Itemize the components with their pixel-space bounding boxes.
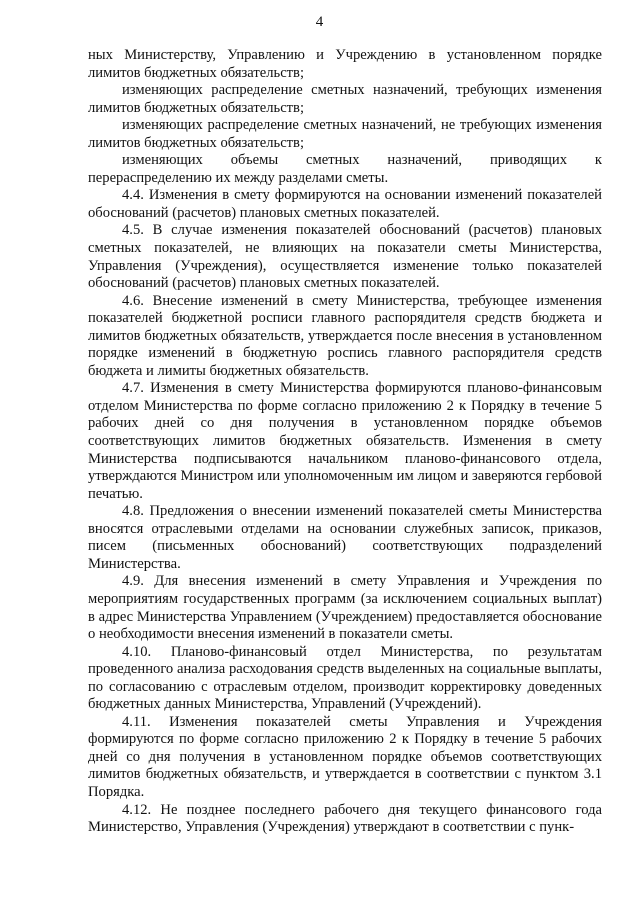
paragraph-4-5: 4.5. В случае изменения показателей обоснований (расчетов) плановых сметных показателей, не влияющих на показатели сметы Министерства, Управления (Учреждения), осуществляется изменение только показателей обоснований (расчетов) плановых сметных показателей. xyxy=(88,222,602,292)
paragraph-4-7: 4.7. Изменения в смету Министерства формируются планово-финансовым отделом Министерства по форме согласно приложению 2 к Порядку в течение 5 рабочих дней со дня получения в установленном порядке объемов соответствующих лимитов бюджетных обязательств. Изменения в смету Министерства подписываются начальником планово-финансового отдела, утверждаются Министром или уполномоченным им лицом и заверяются гербовой печатью. xyxy=(88,380,602,502)
list-item-volume-redistribution: изменяющих объемы сметных назначений, приводящих к перераспределению их между разделами сметы. xyxy=(88,152,602,186)
paragraph-4-4: 4.4. Изменения в смету формируются на основании изменений показателей обоснований (расчетов) плановых сметных показателей. xyxy=(88,187,602,221)
list-item-change-with-limits: изменяющих распределение сметных назначений, требующих изменения лимитов бюджетных обязательств; xyxy=(88,82,602,116)
page-number: 4 xyxy=(315,14,324,30)
paragraph-4-9: 4.9. Для внесения изменений в смету Управления и Учреждения по мероприятиям государственных программ (за исключением социальных выплат) в адрес Министерства Управлением (Учреждением) предоставляется обоснование о необходимости внесения изменений в показатели сметы. xyxy=(88,573,602,643)
paragraph-4-6: 4.6. Внесение изменений в смету Министерства, требующее изменения показателей бюджетной росписи главного распорядителя средств бюджета и лимитов бюджетных обязательств, утверждается после внесения в установленном порядке изменений в бюджетную роспись главного распорядителя средств бюджета и лимиты бюджетных обязательств. xyxy=(88,292,602,379)
paragraph-4-10: 4.10. Планово-финансовый отдел Министерства, по результатам проведенного анализа расходования средств выделенных на социальные выплаты, по согласованию с отраслевым отделом, производит корректировку доведенных бюджетных данных Министерства, Управлений (Учреждений). xyxy=(88,643,602,713)
paragraph-4-8: 4.8. Предложения о внесении изменений показателей сметы Министерства вносятся отраслевыми отделами на основании служебных записок, приказов, писем (письменных обоснований) соответствующих подразделений Министерства. xyxy=(88,503,602,572)
paragraph-4-12: 4.12. Не позднее последнего рабочего дня текущего финансового года Министерство, Управления (Учреждения) утверждают в соответствии с пунк- xyxy=(88,801,602,836)
document-body xyxy=(88,47,602,837)
list-item-change-without-limits: изменяющих распределение сметных назначений, не требующих изменения лимитов бюджетных обязательств; xyxy=(88,117,602,151)
paragraph-4-11: 4.11. Изменения показателей сметы Управления и Учреждения формируются по форме согласно приложению 2 к Порядку в течение 5 рабочих дней со дня получения в установленном порядке объемов соответствующих лимитов бюджетных обязательств, и утверждается в соответствии с пунктом 3.1 Порядка. xyxy=(88,713,602,800)
paragraph-continuation: ных Министерству, Управлению и Учреждению в установленном порядке лимитов бюджетных обязательств; xyxy=(88,47,602,81)
